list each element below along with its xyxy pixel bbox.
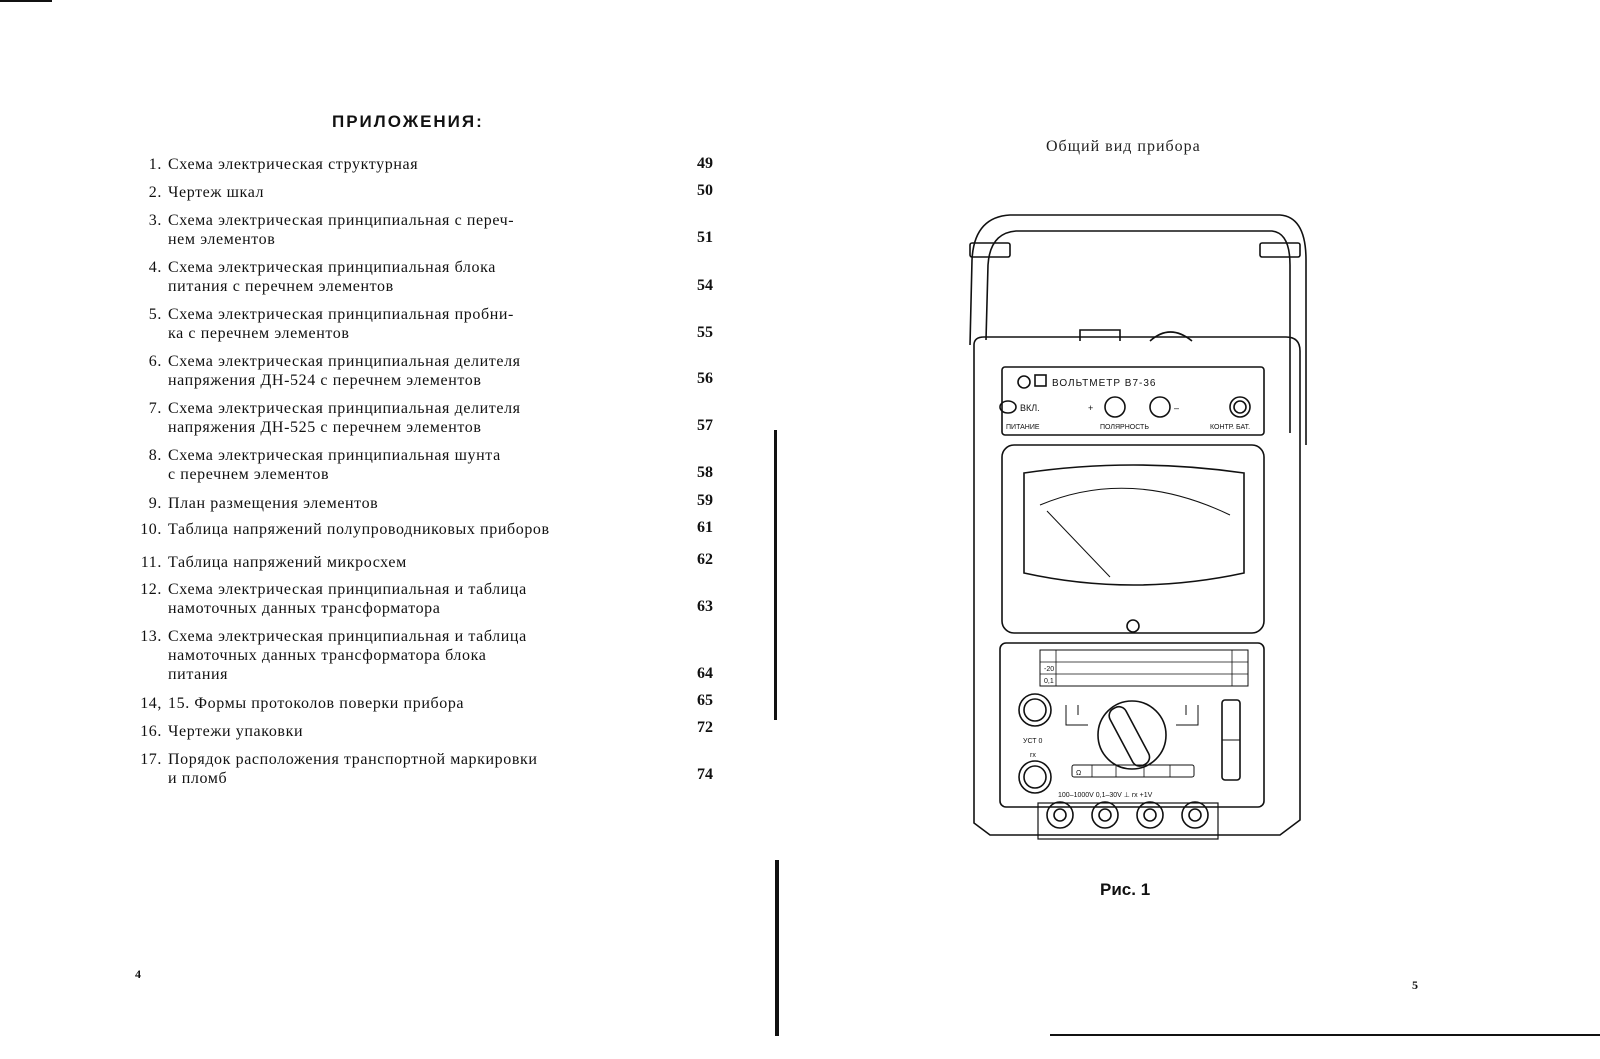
top-knob-left	[1080, 330, 1120, 341]
toc-text: Таблица напряжений микросхем	[168, 554, 407, 571]
table-of-contents	[0, 0, 780, 820]
terminal-high-voltage	[1047, 802, 1073, 828]
toc-text: Чертежи упаковки	[168, 723, 304, 740]
figure-caption: Общий вид прибора	[1046, 138, 1201, 155]
toc-text: Схема электрическая принципиальная блока питания с перечнем элементов	[168, 259, 496, 295]
page-number-right: 5	[1412, 978, 1418, 992]
toc-page-number: 61	[697, 519, 713, 536]
toc-page-number: 62	[697, 551, 713, 568]
handle-hinge-right	[1260, 243, 1300, 257]
toc-text: Схема электрическая принципиальная и таблица намоточных данных трансформатора	[168, 581, 527, 617]
toc-text: 15. Формы протоколов поверки прибора	[168, 695, 465, 712]
toc-page-number: 64	[697, 665, 713, 682]
bottom-rule	[1050, 1034, 1600, 1036]
svg-text:+: +	[1088, 403, 1094, 413]
battery-check-label: КОНТР. БАТ.	[1210, 424, 1251, 431]
range-db-row-0: -20	[1044, 666, 1055, 673]
toc-number: 2.	[148, 184, 162, 201]
toc-number: 12.	[140, 581, 162, 598]
voltmeter-illustration	[960, 205, 1330, 855]
toc-text: Порядок расположения транспортной маркировки и пломб	[168, 751, 538, 787]
toc-text: Схема электрическая принципиальная и таблица намоточных данных трансформатора блока питания	[168, 628, 527, 683]
toc-page-number: 74	[697, 766, 713, 783]
binding-edge-upper	[774, 430, 777, 720]
toc-number: 11.	[140, 554, 162, 571]
toc-page-number: 57	[697, 417, 713, 434]
toc-number: 1.	[148, 156, 162, 173]
toc-number: 8.	[148, 447, 162, 464]
left-page	[0, 0, 780, 1059]
terminal-strip	[1038, 803, 1218, 839]
toc-page-number: 54	[697, 277, 713, 294]
toc-number: 7.	[148, 400, 162, 417]
toc-text: Схема электрическая принципиальная делителя напряжения ДН-524 с перечнем элементов	[168, 353, 521, 389]
toc-text: Схема электрическая принципиальная с переч- нем элементов	[168, 212, 515, 248]
toc-number: 6.	[148, 353, 162, 370]
toc-page-number: 49	[697, 155, 713, 172]
terminal-1v	[1182, 802, 1208, 828]
toc-page-number: 55	[697, 324, 713, 341]
toc-page-number: 59	[697, 492, 713, 509]
toc-text: Схема электрическая принципиальная пробни- ка с перечнем элементов	[168, 306, 514, 342]
range-v-row-0: 0,1	[1044, 678, 1054, 685]
meter-scale-window	[1024, 465, 1244, 585]
toc-number: 14,	[140, 695, 162, 712]
toc-number: 4.	[148, 259, 162, 276]
mechanical-zero-screw	[1127, 620, 1139, 632]
meter-housing	[1002, 445, 1264, 633]
ohm-range-table	[1072, 765, 1194, 777]
power-on-label: ВКЛ.	[1020, 403, 1040, 413]
toc-text: Схема электрическая принципиальная делителя напряжения ДН-525 с перечнем элементов	[168, 400, 521, 436]
quality-mark-icon	[1018, 376, 1030, 388]
right-page	[790, 0, 1600, 1059]
ohm-range-0: Ω	[1076, 770, 1082, 777]
zero-set-label: УСТ 0	[1023, 738, 1043, 745]
terminal-labels: 100–1000V 0,1–30V ⊥ rx +1V	[1058, 792, 1153, 799]
toc-text: Чертеж шкал	[168, 184, 265, 201]
figure-label: Рис. 1	[1100, 880, 1151, 899]
toc-number: 17.	[140, 751, 162, 768]
toc-text: Таблица напряжений полупроводниковых приборов	[168, 521, 550, 538]
toc-text: План размещения элементов	[168, 495, 379, 512]
battery-check-button	[1230, 397, 1250, 417]
polarity-minus-button	[1150, 397, 1170, 417]
toc-text: Схема электрическая структурная	[168, 156, 419, 173]
appendices-title: ПРИЛОЖЕНИЯ:	[332, 112, 484, 131]
terminal-low-voltage	[1092, 802, 1118, 828]
toc-text: Схема электрическая принципиальная шунта с перечнем элементов	[168, 447, 501, 483]
toc-page-number: 63	[697, 598, 713, 615]
toc-number: 5.	[148, 306, 162, 323]
factory-logo-icon	[1035, 375, 1046, 386]
meter-scale-arc	[1040, 488, 1230, 515]
polarity-plus-button	[1105, 397, 1125, 417]
svg-text:–: –	[1174, 403, 1180, 413]
toc-number: 16.	[140, 723, 162, 740]
polarity-label: ПОЛЯРНОСТЬ	[1100, 424, 1149, 431]
toc-number: 13.	[140, 628, 162, 645]
rx-label: rx	[1030, 752, 1036, 759]
toc-number: 3.	[148, 212, 162, 229]
toc-number: 9.	[148, 495, 162, 512]
voltmeter-drawing	[960, 205, 1330, 855]
toc-page-number: 50	[697, 182, 713, 199]
toc-page-number: 51	[697, 229, 713, 246]
page-number-left: 4	[135, 967, 141, 981]
meter-needle	[1047, 511, 1110, 577]
toc-page-number: 58	[697, 464, 713, 481]
binding-edge-lower	[775, 860, 779, 1036]
terminal-common	[1137, 802, 1163, 828]
device-title: ВОЛЬТМЕТР В7-36	[1052, 378, 1157, 389]
toc-page-number: 56	[697, 370, 713, 387]
range-switch-pointer	[1106, 704, 1152, 769]
range-table	[1040, 650, 1248, 686]
toc-page-number: 72	[697, 719, 713, 736]
range-switch-knob	[1098, 701, 1166, 769]
power-label: ПИТАНИЕ	[1006, 424, 1040, 431]
toc-number: 10.	[140, 521, 162, 538]
toc-page-number: 65	[697, 692, 713, 709]
